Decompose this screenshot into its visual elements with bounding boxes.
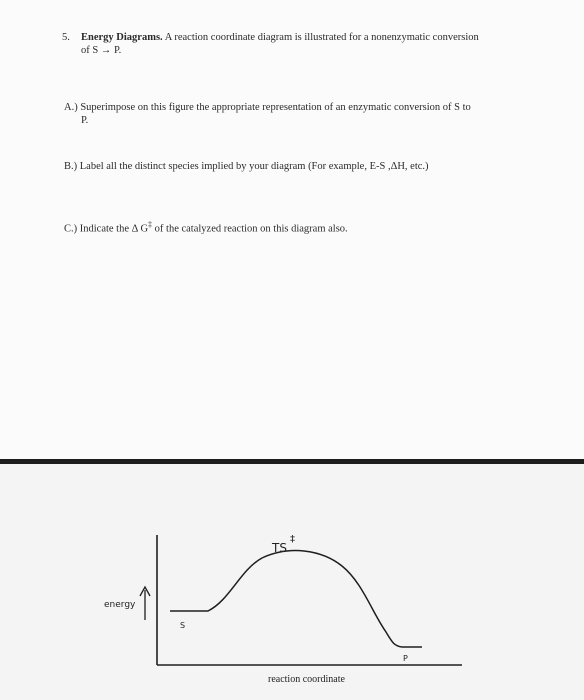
x-axis-label: reaction coordinate <box>268 674 345 685</box>
part-c-after: of the catalyzed reaction on this diagram also. <box>152 223 348 235</box>
product-label: P <box>403 654 408 663</box>
question-intro-line2: of S → P. <box>81 45 122 56</box>
substrate-label: S <box>180 621 186 630</box>
part-a-line2: P. <box>81 115 89 126</box>
question-number: 5. <box>62 32 70 43</box>
part-c-dagger: ‡ <box>148 220 153 229</box>
transition-state-symbol: ‡ <box>290 534 295 545</box>
reaction-curve <box>170 551 422 647</box>
question-intro-line1: A reaction coordinate diagram is illustrated for a nonenzymatic conversion <box>164 32 479 43</box>
part-c-before: C.) Indicate the Δ G <box>64 223 149 235</box>
question-title: Energy Diagrams. <box>81 32 163 43</box>
y-axis-label: energy <box>104 600 136 610</box>
transition-state-label: TS <box>272 541 287 555</box>
part-a-line1: A.) Superimpose on this figure the appropriate representation of an enzymatic conversion of S to <box>64 102 471 113</box>
part-b: B.) Label all the distinct species implied by your diagram (For example, E-S ,ΔH, etc.) <box>64 161 429 172</box>
